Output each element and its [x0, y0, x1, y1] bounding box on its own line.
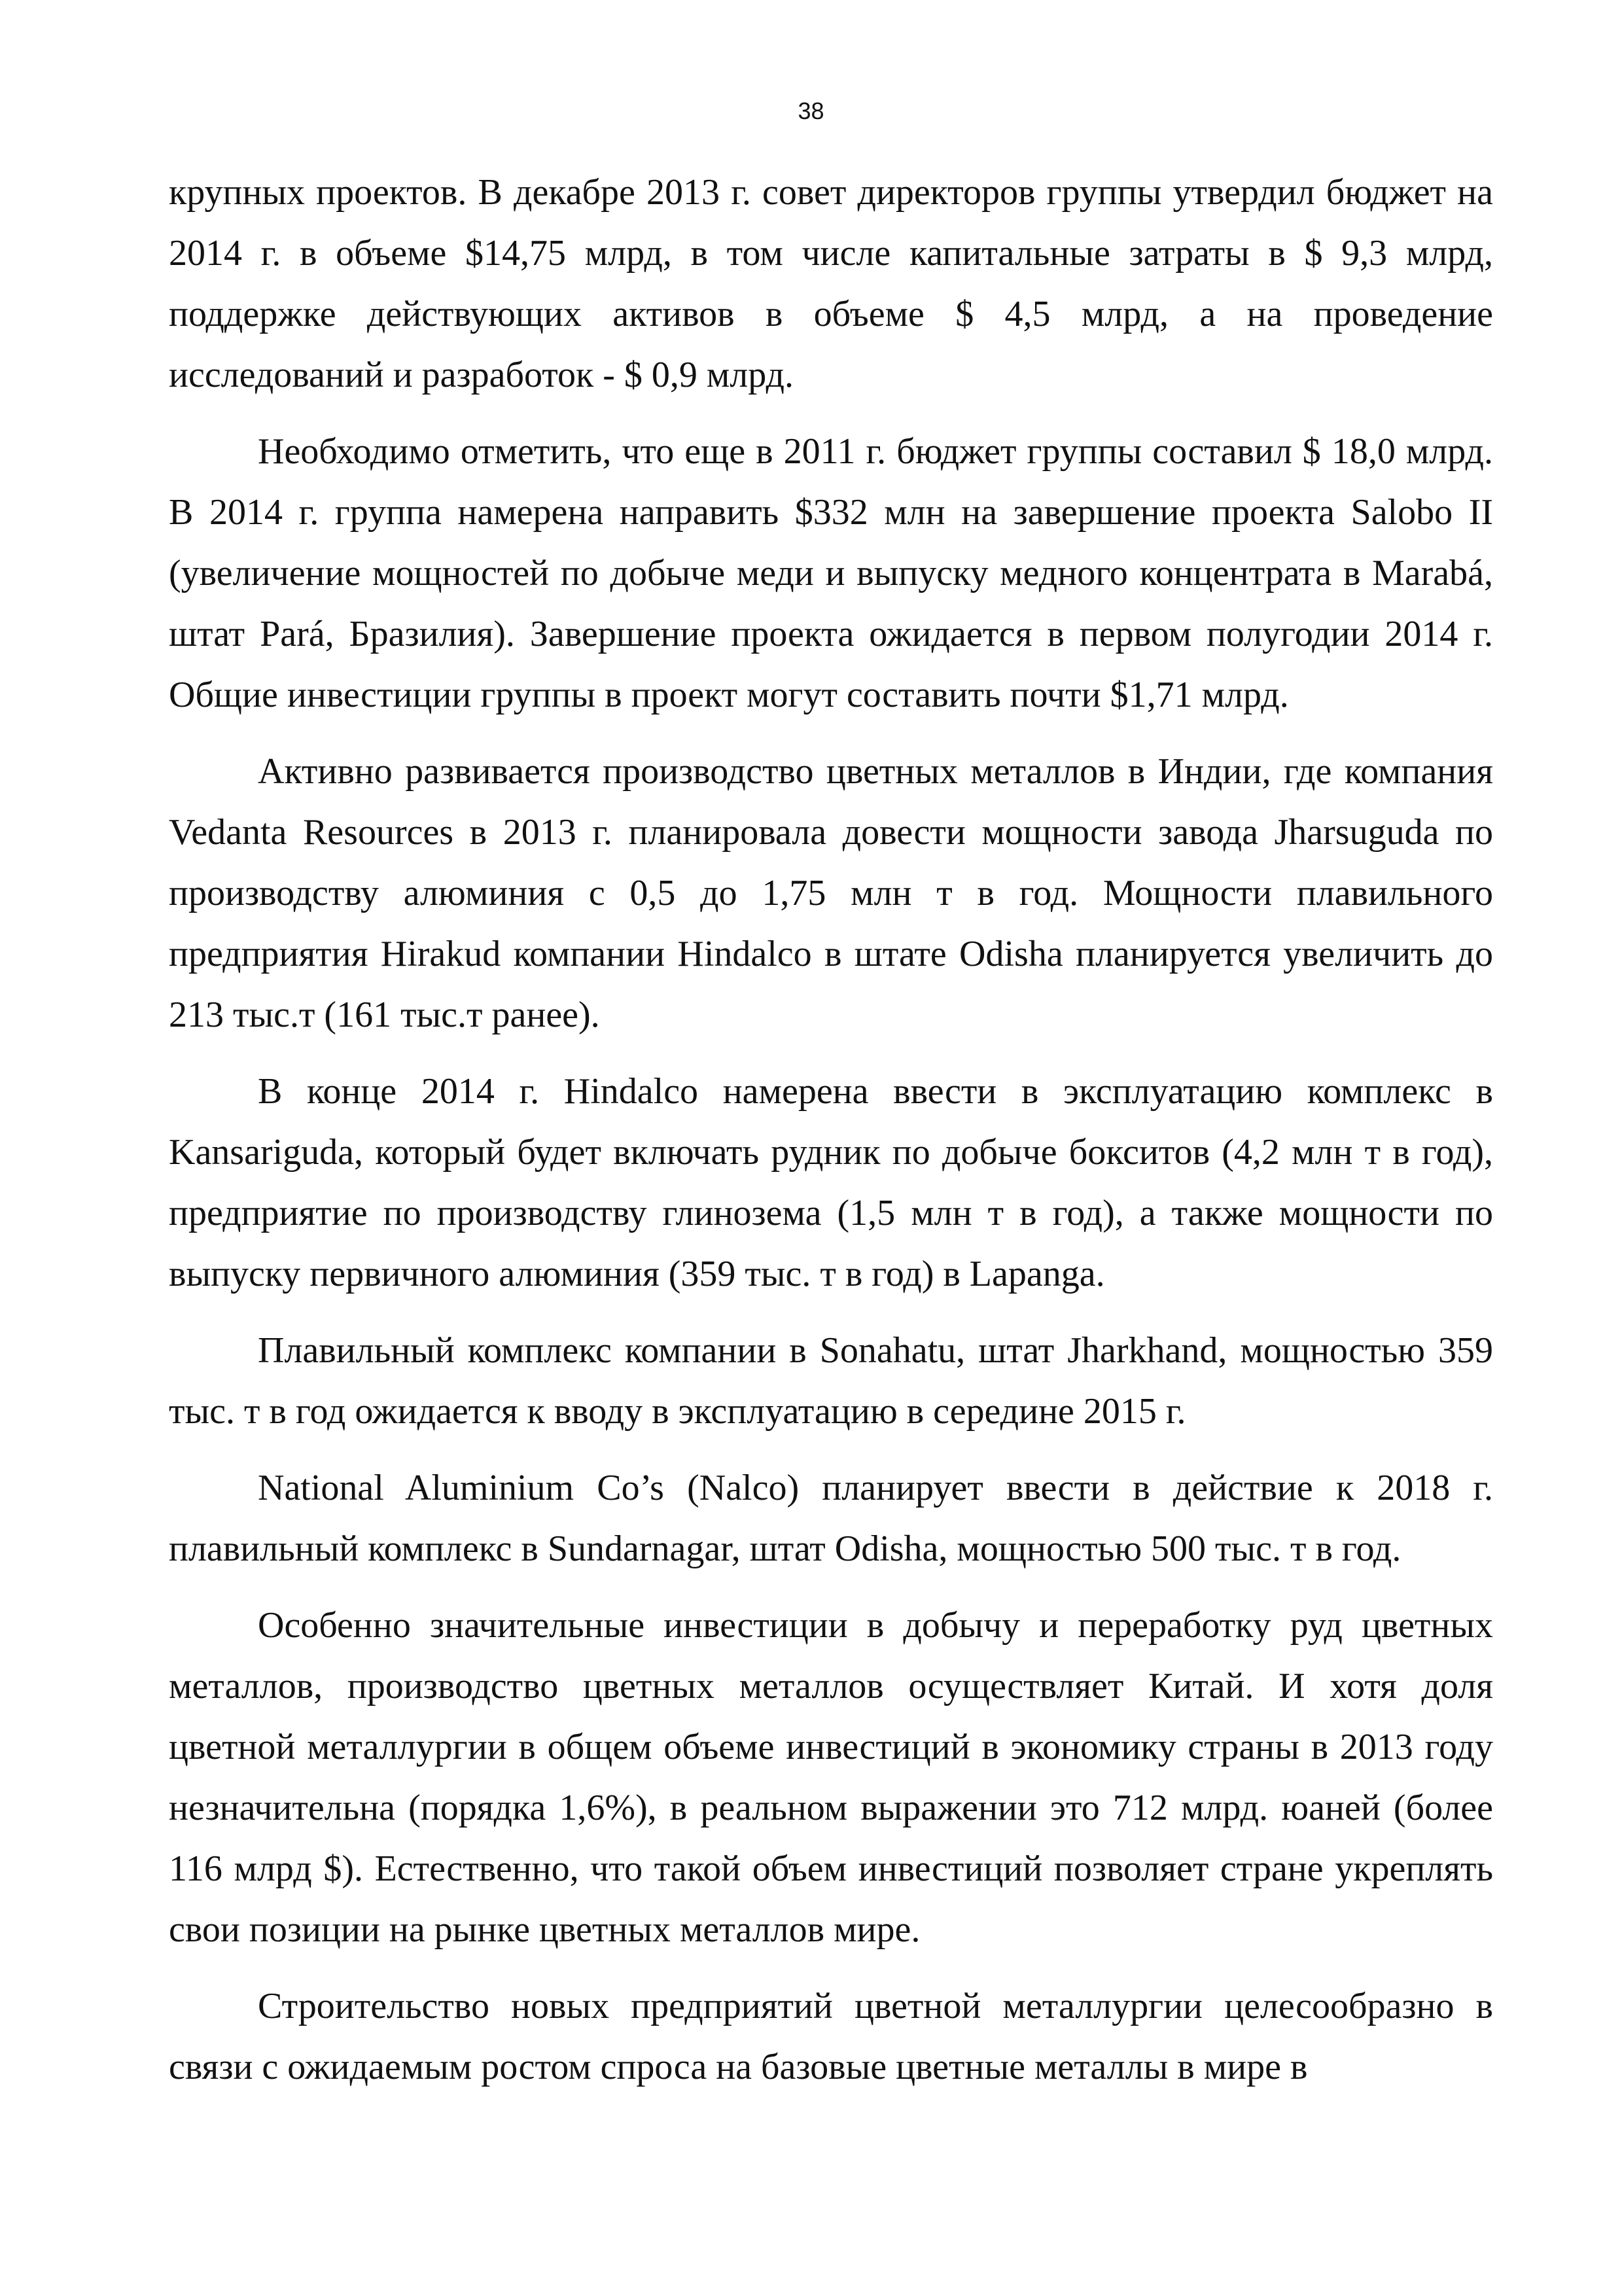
paragraph-sonahatu-complex: Плавильный комплекс компании в Sonahatu, штат Jharkhand, мощностью 359 тыс. т в год ожидается к вводу в эксплуатацию в середине 2015 г.: [169, 1330, 1493, 1432]
document-body: [169, 162, 1493, 2098]
paragraph-india-vedanta: Активно развивается производство цветных металлов в Индии, где компания Vedanta Resources в 2013 г. планировала довести мощности завода Jharsuguda по производству алюминия с 0,5 до 1,75 млн т в год. Мощности плавильного предприятия Hirakud компании Hindalco в штате Odisha планируется увеличить до 213 тыс.т (161 тыс.т ранее).: [169, 751, 1493, 1035]
paragraph-salobo-project: Необходимо отметить, что еще в 2011 г. бюджет группы составил $ 18,0 млрд. В 2014 г. группа намерена направить $332 млн на завершение проекта Salobo II (увеличение мощностей по добыче меди и выпуску медного концентрата в Marabá, штат Pará, Бразилия). Завершение проекта ожидается в первом полугодии 2014 г. Общие инвестиции группы в проект могут составить почти $1,71 млрд.: [169, 431, 1493, 715]
paragraph-new-enterprises: Строительство новых предприятий цветной металлургии целесообразно в связи с ожидаемым ростом спроса на базовые цветные металлы в мире в: [169, 1986, 1493, 2087]
page-number: 38: [798, 97, 824, 124]
paragraph-hindalco-kansariguda: В конце 2014 г. Hindalco намерена ввести в эксплуатацию комплекс в Kansariguda, который будет включать рудник по добыче бокситов (4,2 млн т в год), предприятие по производству глинозема (1,5 млн т в год), а также мощности по выпуску первичного алюминия (359 тыс. т в год) в Lapanga.: [169, 1071, 1493, 1294]
paragraph-china-investment: Особенно значительные инвестиции в добычу и переработку руд цветных металлов, производство цветных металлов осуществляет Китай. И хотя доля цветной металлургии в общем объеме инвестиций в экономику страны в 2013 году незначительна (порядка 1,6%), в реальном выражении это 712 млрд. юаней (более 116 млрд $). Естественно, что такой объем инвестиций позволяет стране укреплять свои позиции на рынке цветных металлов мире.: [169, 1605, 1493, 1950]
paragraph-continuation: крупных проектов. В декабре 2013 г. совет директоров группы утвердил бюджет на 2014 г. в объеме $14,75 млрд, в том числе капитальные затраты в $ 9,3 млрд, поддержке действующих активов в объеме $ 4,5 млрд, а на проведение исследований и разработок - $ 0,9 млрд.: [169, 172, 1493, 395]
paragraph-nalco: National Aluminium Co’s (Nalco) планирует ввести в действие к 2018 г. плавильный комплекс в Sundarnagar, штат Odisha, мощностью 500 тыс. т в год.: [169, 1468, 1493, 1569]
